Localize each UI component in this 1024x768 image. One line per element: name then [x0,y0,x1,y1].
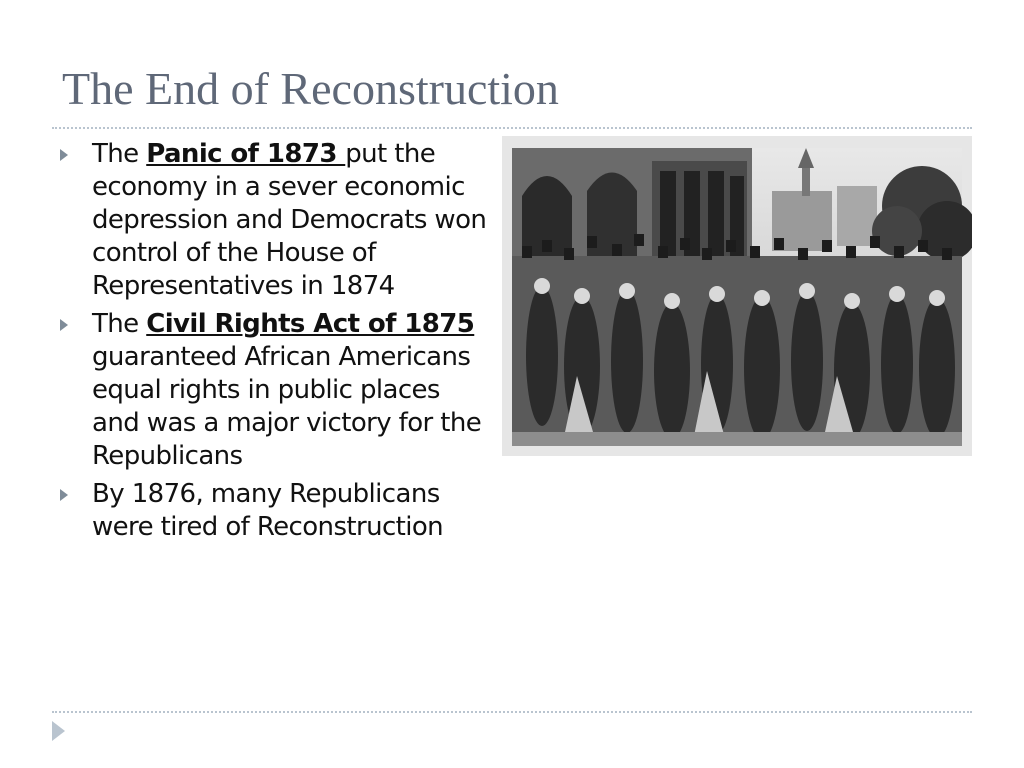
bullet-text-pre: The [92,309,147,339]
panic-engraving-image [502,136,972,456]
bullet-text: By 1876, many Republicans were tired of Reconstruction [92,479,444,542]
title-divider [52,127,972,129]
engraving-illustration [502,136,972,456]
bullet-arrow-icon [60,149,68,161]
bullet-item [60,478,490,544]
triangle-right-icon[interactable] [52,721,65,741]
bullet-text-post: put the economy in a sever economic depression and Democrats won control of the House of Representatives in 1874 [92,139,487,301]
bullet-emphasis: Panic of 1873 [146,139,346,169]
slide-title: The End of Reconstruction [62,63,559,114]
bullet-item [60,138,490,303]
bullet-arrow-icon [60,489,68,501]
bullet-text-pre: The [92,139,147,169]
bullet-item [60,308,490,473]
footer-divider [52,711,972,713]
bullet-text-post: guaranteed African Americans equal rights in public places and was a major victory for the Republicans [92,342,482,471]
bullet-emphasis: Civil Rights Act of 1875 [146,309,475,339]
bullet-arrow-icon [60,319,68,331]
bullet-list [60,138,490,549]
